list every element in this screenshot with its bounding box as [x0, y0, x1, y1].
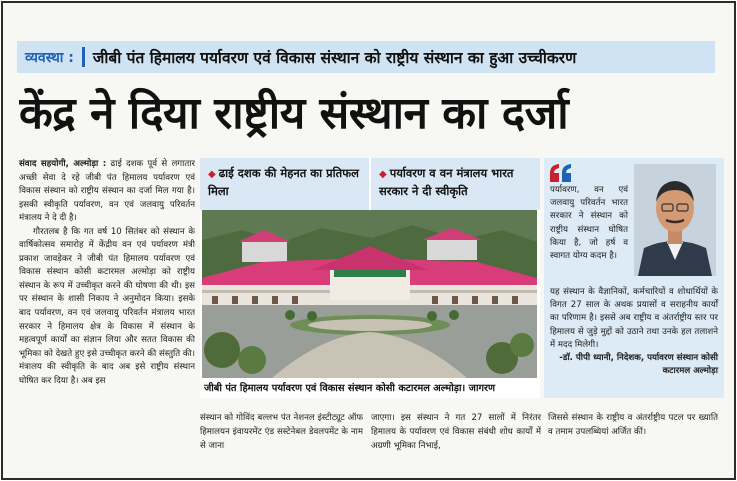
director-photo — [634, 164, 716, 276]
quote-column — [550, 164, 628, 282]
photo-caption: जीबी पंत हिमालय पर्यावरण एवं विकास संस्थान कोसी कटारमल अल्मोड़ा। जागरण — [200, 380, 538, 398]
article-bottom-column-1: संस्थान को गोविंद बल्लभ पंत नेशनल इंस्टीट्यूट ऑफ हिमालयन इंवायरमेंट एंड सस्टेनेबल डेवलपमेंट के नाम से जाना — [200, 413, 363, 451]
article-bottom-column-3: जिससे संस्थान के राष्ट्रीय व अंतर्राष्ट्रीय पटल पर ख्याति व तमाम उपलब्धियां अर्जित कीं। — [548, 413, 718, 437]
article-paragraph-2: गौरतलब है कि गत वर्ष 10 सितंबर को संस्थान के वार्षिकोत्सव समारोह में केंद्रीय वन एवं पर्यावरण मंत्री प्रकाश जावड़ेकर ने जीबी पंत हिमालय पर्यावरण एवं विकास संस्थान कोसी कटारमल अल्मोड़ा को राष्ट्रीय संस्थान के रूप में उच्चीकृत करने की घोषणा की थी। इस पर संस्थान के शासी निकाय ने अनुमोदन किया। इसके बाद पर्यावरण, वन एवं जलवायु परिवर्तन मंत्रालय भारत सरकार ने हिमालय क्षेत्र के विकास में संस्थान के महत्वपूर्ण कार्यों का संज्ञान लिया और सतत विकास की भूमिका को देखते हुए इसे उच्चीकृत करने की संस्तुति की। मंत्रालय की स्वीकृति के बाद अब इसे राष्ट्रीय संस्थान घोषित कर दिया है। अब इस — [19, 226, 195, 386]
newspaper-clipping — [1, 1, 736, 480]
subhead-left — [200, 158, 369, 210]
director-portrait — [634, 164, 716, 276]
director-attribution: -डॉ. पीपी ध्यानी, निदेशक, पर्यावरण संस्थान कोसी कटारमल अल्मोड़ा — [559, 353, 718, 377]
director-statement: यह संस्थान के वैज्ञानिकों, कर्मचारियों व शोधार्थियों के विगत 27 साल के अथक प्रयासों व सराहनीय कार्यों का परिणाम है। इससे अब राष्ट्रीय व अंतर्राष्ट्रीय स्तर पर हिमालय से जुड़े मुद्दों को उठाने तथा उनके हल तलाशने में मदद मिलेगी। — [550, 287, 718, 350]
paragraph-1-text: ढाई दशक पूर्व से लगातार अच्छी सेवा दे रहे जीबी पंत हिमालय पर्यावरण एवं विकास संस्थान को राष्ट्रीय संस्थान का दर्जा मिल गया है। इसकी स्वीकृति पर्यावरण, वन एवं जलवायु परिवर्तन मंत्रालय ने दे दी है। — [19, 159, 195, 224]
subhead-right — [369, 158, 540, 210]
diamond-bullet-icon: ◆ — [379, 169, 387, 180]
byline: संवाद सहयोगी, अल्मोड़ा : — [19, 159, 107, 169]
subhead-right-text: पर्यावरण व वन मंत्रालय भारत सरकार ने दी स्वीकृति — [379, 166, 514, 198]
kicker-text: जीबी पंत हिमालय पर्यावरण एवं विकास संस्थान को राष्ट्रीय संस्थान का हुआ उच्चीकरण — [92, 49, 577, 67]
article-bottom-column-2: जाएगा। इस संस्थान ने गत 27 सालों में निरंतर हिमालय के पर्यावरण एवं विकास संबंधी शोध कार्यों में अग्रणी भूमिका निभाई, — [371, 413, 541, 451]
quote-text: पर्यावरण, वन एवं जलवायु परिवर्तन भारत सरकार ने संस्थान को राष्ट्रीय संस्थान घोषित किया है, जो हर्ष व स्वागत योग्य कदम है। — [550, 185, 628, 262]
headline: केंद्र ने दिया राष्ट्रीय संस्थान का दर्जा — [19, 88, 569, 139]
kicker-bar — [17, 41, 715, 73]
quote-mark-icon — [550, 164, 572, 182]
article-paragraph-1 — [19, 158, 195, 226]
subhead-left-text: ढाई दशक की मेहनत का प्रतिफल मिला — [208, 166, 359, 198]
subhead-row — [200, 158, 540, 210]
director-quote-box — [544, 158, 724, 398]
kicker-separator — [82, 47, 85, 67]
institute-building-image — [202, 210, 537, 378]
institute-photo — [202, 210, 537, 378]
diamond-bullet-icon: ◆ — [208, 169, 216, 180]
quote-row — [550, 164, 718, 282]
center-block — [200, 158, 540, 398]
article-left-column — [19, 158, 195, 456]
kicker-label: व्यवस्था : — [25, 49, 74, 66]
